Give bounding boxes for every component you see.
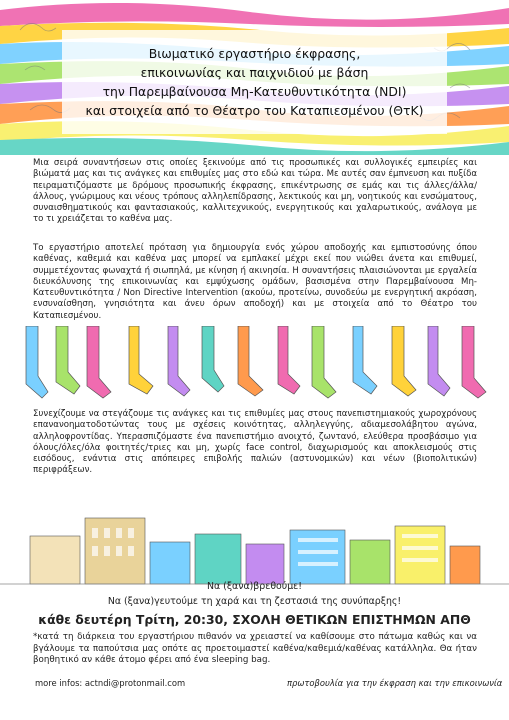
- university-paragraph: Συνεχίζουμε να στεγάζουμε τις ανάγκες και τις επιθυμίες μας στους πανεπιστημιακούς χωροχρόνους επανανοηματοδοτώντας τους με σχέσεις κοινότητας, αλληλεγγύης, αδιαμεσολάβητου αγώνα, αλληλοφροντίδας. Υπερασπιζόμαστε ένα πανεπιστήμιο ανοιχτό, ζωντανό, ελεύθερα προσβάσιμο για όλους/όλες/όλα φοιτητές/τριες και μη, χωρίς face control, διαχωρισμούς και αποκλεισμούς στις εισόδους, ενάντια στις απόπειρες επιβολής παλιών (αστυνομικών) και νέων (βιοπολιτικών) περιφράξεων.: [33, 409, 477, 476]
- title-line-2: επικοινωνίας και παιχνιδιού με βάση: [140, 65, 369, 80]
- hands-banner: [0, 0, 509, 155]
- note-paragraph: *κατά τη διάρκεια του εργαστήριου πιθανόν να χρειαστεί να καθίσουμε στο πάτωμα καθώς και να βγάλουμε τα παπούτσια μας οπότε ας προετοιμαστεί καθένα/καθεμιά/καθένας κατάλληλα. Θα ήταν βοηθητικό αν κάθε άτομο φέρει από ένα sleeping bag.: [33, 632, 477, 665]
- socks-illustration: [0, 326, 509, 408]
- initiative-signature: πρωτοβουλία για την έκφραση και την επικοινωνία: [287, 678, 503, 688]
- title-line-4: και στοιχεία από το Θέατρο του Καταπιεσμένου (ΘτΚ): [85, 103, 424, 118]
- title-box: [62, 30, 447, 134]
- title-line-1: Βιωματικό εργαστήριο έκφρασης,: [148, 46, 361, 61]
- intro-paragraph: Μια σειρά συναντήσεων στις οποίες ξεκινούμε από τις προσωπικές και συλλογικές εμπειρίες και βιώματά μας και τις ανάγκες και επιθυμίες μας στο εδώ και τώρα. Με αυτές σαν έμπνευση και πυξίδα πειραματιζόμαστε με δρόμους προσωπικής έκφρασης, επικέντρωσης σε εμάς και τις άλλες/άλλα/άλλους, γνώριμους και νέους τρόπους αλληλεπίδρασης, λεκτικούς και μη, νοητικούς και ενσώματους, συναισθηματικούς και φαντασιακούς, καλλιτεχνικούς, ενεργητικούς και χαλαρωτικούς, ανάλογα με το τι χρειάζεται το καθένα μας.: [33, 158, 477, 225]
- closing-line-2: Να (ξανα)γευτούμε τη χαρά και τη ζεστασιά της συνύπαρξης!: [107, 596, 402, 607]
- university-buildings-illustration: [0, 506, 509, 586]
- schedule-text: κάθε δευτέρη Τρίτη, 20:30, ΣΧΟΛΗ ΘΕΤΙΚΩΝ ΕΠΙΣΤΗΜΩΝ ΑΠΘ: [38, 612, 471, 627]
- contact-email[interactable]: more infos: actndi@protonmail.com: [35, 678, 186, 688]
- closing-line-1: Να (ξανα)βρεθούμε!: [207, 581, 302, 592]
- workshop-paragraph: Το εργαστήριο αποτελεί πρόταση για δημιουργία ενός χώρου αποδοχής και εμπιστοσύνης όπου καθένας, καθεμιά και καθένα μας μπορεί να εμπλακεί μέχρι εκεί που νιώθει άνετα και επιθυμεί, συμμετέχοντας φωναχτά ή σιωπηλά, με κίνηση ή ακινησία. Η συναντήσεις πλαισιώνονται με εργαλεία διευκόλυνσης της επικοινωνίας και εμψύχωσης ομάδων, βασισμένα στην Παρεμβαίνουσα Μη-Κατευθυντικότητα / Non Directive Intervention (ακούω, προτείνω, συνοδεύω με ενεργητική ακρόαση, ενσυναίσθηση, γνησιότητα και άνευ όρων αποδοχή) και με στοιχεία από το Θέατρο του Καταπιεσμένου.: [33, 243, 477, 321]
- title-line-3: την Παρεμβαίνουσα Μη-Κατευθυντικότητα (NDI): [102, 84, 407, 99]
